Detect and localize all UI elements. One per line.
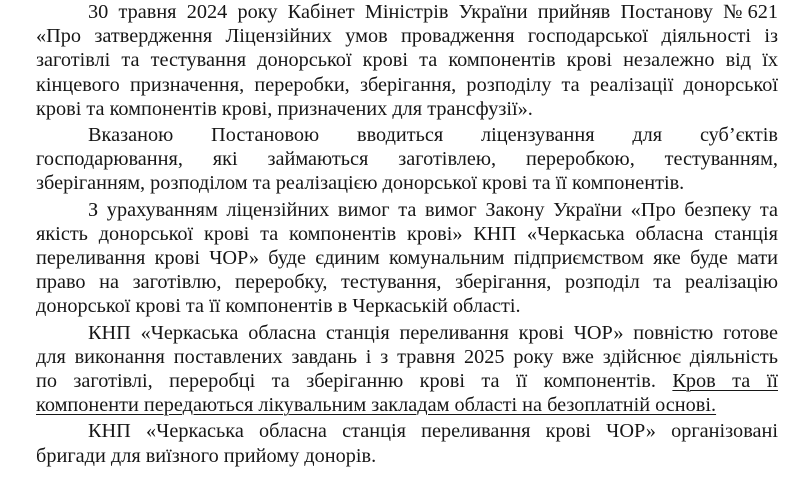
text-line: крові та компонентів крові, призначених для трансфузії». bbox=[36, 97, 533, 120]
text-line: господарювання, які займаються заготівлею, переробкою, тестуванням, bbox=[36, 148, 778, 171]
paragraph-licensing bbox=[36, 123, 778, 196]
text-line: право на заготівлю, переробку, тестування, зберігання, розподіл та реалізацію bbox=[36, 271, 778, 294]
text-line: «Про затвердження Ліцензійних умов провадження господарської діяльності із bbox=[36, 25, 778, 48]
paragraph-mobile-teams bbox=[36, 419, 778, 467]
text-line: З урахуванням ліцензійних вимог та вимог Закону України «Про безпеку та bbox=[88, 198, 778, 221]
paragraph-law-requirements bbox=[36, 198, 778, 319]
text-line: переливання крові ЧОР» буде єдиним комунальним підприємством яке буде мати bbox=[36, 247, 778, 270]
text-line: Вказаною Постановою вводиться ліцензування для суб’єктів bbox=[88, 124, 778, 147]
text-line: донорської крові та її компонентів в Черкаській області. bbox=[36, 295, 521, 318]
underlined-text-line: компоненти передаються лікувальним закладам області на безоплатній основі. bbox=[36, 394, 717, 417]
paragraph-readiness bbox=[36, 321, 778, 418]
text-line: бригади для виїзного прийому донорів. bbox=[36, 444, 377, 467]
text-line: КНП «Черкаська обласна станція переливання крові ЧОР» повністю готове bbox=[88, 321, 778, 344]
text-line: 30 травня 2024 року Кабінет Міністрів України прийняв Постанову №621 bbox=[88, 1, 778, 23]
text-line: кінцевого призначення, переробки, зберігання, розподілу та реалізації донорської bbox=[36, 73, 778, 96]
text-line: КНП «Черкаська обласна станція переливання крові ЧОР» організовані bbox=[88, 420, 778, 443]
text-line: зберіганням, розподілом та реалізацією донорської крові та її компонентів. bbox=[36, 172, 685, 195]
text-line: заготівлі та тестування донорської крові та компонентів крові незалежно від їх bbox=[36, 49, 778, 72]
text-line: якість донорської крові та компонентів крові» КНП «Черкаська обласна станція bbox=[36, 222, 778, 245]
underlined-text: Кров та її bbox=[672, 370, 778, 393]
paragraph-resolution bbox=[36, 0, 778, 121]
text-line bbox=[36, 369, 778, 393]
text-line: для виконання поставлених завдань і з травня 2025 року вже здійснює діяльність bbox=[36, 345, 778, 368]
text-segment: по заготівлі, переробці та зберіганню крові та її компонентів. bbox=[36, 370, 656, 393]
document-page bbox=[36, 0, 778, 468]
